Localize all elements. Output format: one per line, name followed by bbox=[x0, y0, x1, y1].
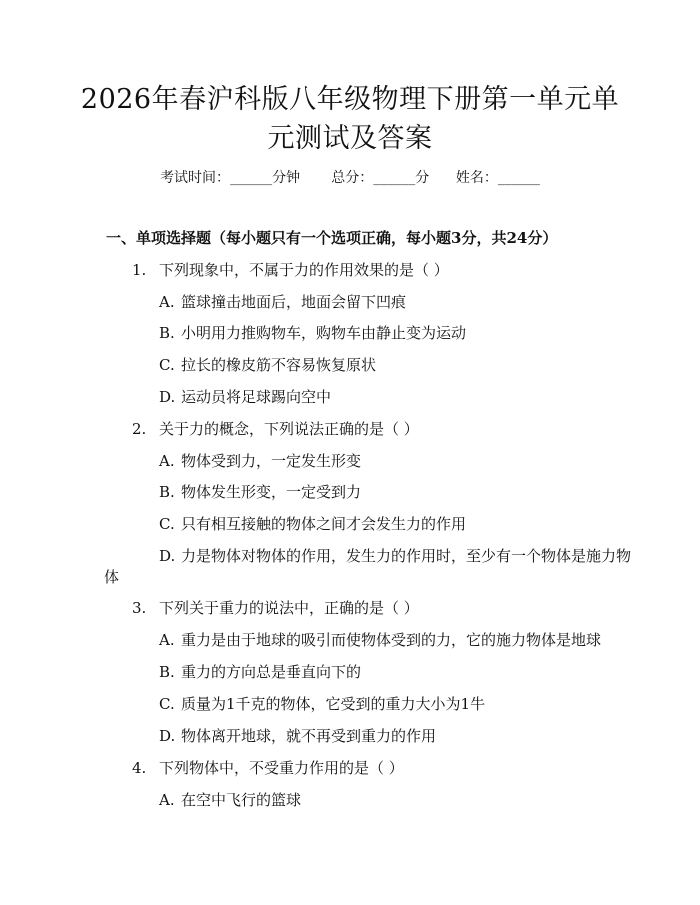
score-blank: ______ bbox=[373, 170, 416, 186]
question-4 bbox=[132, 757, 404, 779]
time-unit: 分钟 bbox=[272, 170, 301, 186]
option-letter: A. bbox=[159, 293, 175, 311]
q2-option-a bbox=[159, 450, 361, 472]
question-number: 4. bbox=[132, 759, 147, 777]
option-letter: B. bbox=[159, 324, 175, 342]
option-text: 只有相互接触的物体之间才会发生力的作用 bbox=[181, 515, 467, 533]
option-letter: A. bbox=[159, 452, 175, 470]
question-number: 2. bbox=[132, 420, 147, 438]
q2-option-b bbox=[159, 481, 361, 503]
exam-info-line bbox=[0, 167, 700, 189]
option-letter: D. bbox=[159, 547, 176, 565]
name-blank: ______ bbox=[497, 170, 540, 186]
option-letter: A. bbox=[159, 791, 175, 809]
q3-option-c bbox=[159, 693, 485, 715]
option-text: 小明用力推购物车，购物车由静止变为运动 bbox=[181, 324, 467, 342]
name-label: 姓名： bbox=[455, 170, 498, 186]
option-text: 重力的方向总是垂直向下的 bbox=[181, 663, 362, 681]
q1-option-c bbox=[159, 354, 376, 376]
option-text: 物体发生形变，一定受到力 bbox=[181, 483, 362, 501]
question-stem: 下列关于重力的说法中，正确的是（ ） bbox=[159, 599, 419, 617]
option-text: 运动员将足球踢向空中 bbox=[181, 388, 332, 406]
option-letter: C. bbox=[159, 515, 175, 533]
q1-option-d bbox=[159, 386, 331, 408]
score-unit: 分 bbox=[415, 170, 430, 186]
question-3 bbox=[132, 597, 419, 619]
q3-option-a bbox=[159, 629, 601, 651]
option-text: 在空中飞行的篮球 bbox=[181, 791, 302, 809]
option-text: 物体受到力，一定发生形变 bbox=[181, 452, 362, 470]
q1-option-b bbox=[159, 322, 466, 344]
question-number: 1. bbox=[132, 261, 147, 279]
option-letter: D. bbox=[159, 727, 176, 745]
time-blank: ______ bbox=[230, 170, 273, 186]
option-text: 拉长的橡皮筋不容易恢复原状 bbox=[181, 356, 377, 374]
q2-option-d bbox=[159, 545, 631, 567]
option-letter: C. bbox=[159, 356, 175, 374]
doc-title-line-2: 元测试及答案 bbox=[267, 123, 433, 154]
q2-option-c bbox=[159, 513, 466, 535]
q4-option-a bbox=[159, 789, 301, 811]
question-stem: 下列物体中，不受重力作用的是（ ） bbox=[159, 759, 404, 777]
option-text: 力是物体对物体的作用，发生力的作用时，至少有一个物体是施力物 bbox=[181, 547, 632, 565]
option-letter: A. bbox=[159, 631, 175, 649]
option-letter: C. bbox=[159, 695, 175, 713]
option-letter: B. bbox=[159, 663, 175, 681]
option-text: 质量为1千克的物体，它受到的重力大小为1牛 bbox=[181, 695, 486, 713]
option-letter: D. bbox=[159, 388, 176, 406]
question-number: 3. bbox=[132, 599, 147, 617]
option-letter: B. bbox=[159, 483, 175, 501]
option-text: 重力是由于地球的吸引而使物体受到的力，它的施力物体是地球 bbox=[181, 631, 602, 649]
question-stem: 关于力的概念，下列说法正确的是（ ） bbox=[159, 420, 419, 438]
doc-title-line-1: 2026年春沪科版八年级物理下册第一单元单 bbox=[80, 84, 620, 115]
option-text: 物体离开地球，就不再受到重力的作用 bbox=[181, 727, 437, 745]
q3-option-b bbox=[159, 661, 361, 683]
q1-option-a bbox=[159, 291, 406, 313]
q2-option-d-continuation: 体 bbox=[104, 568, 120, 586]
section-heading: 一、单项选择题（每小题只有一个选项正确，每小题3分，共24分） bbox=[106, 229, 558, 247]
score-label: 总分： bbox=[331, 170, 374, 186]
option-text: 篮球撞击地面后，地面会留下凹痕 bbox=[181, 293, 407, 311]
question-stem: 下列现象中，不属于力的作用效果的是（ ） bbox=[159, 261, 449, 279]
question-1 bbox=[132, 259, 449, 281]
q3-option-d bbox=[159, 725, 436, 747]
question-2 bbox=[132, 418, 419, 440]
time-label: 考试时间： bbox=[160, 170, 231, 186]
